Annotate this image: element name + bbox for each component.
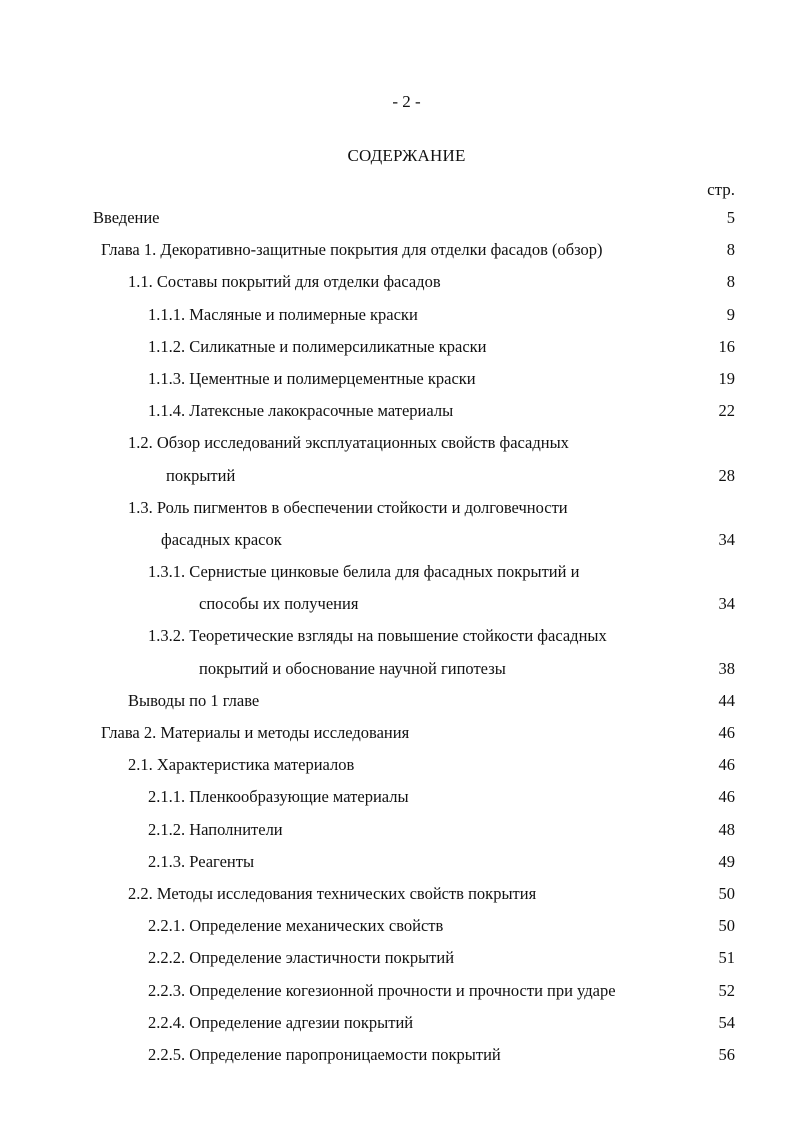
toc-entry — [0, 912, 793, 944]
toc-entry-page: 46 — [718, 723, 735, 742]
toc-entry-text: 2.2.2. Определение эластичности покрытий — [148, 948, 455, 968]
toc-entry-text: 2.1.3. Реагенты — [148, 851, 255, 871]
page-column-label: стр. — [707, 180, 735, 199]
toc-entry-text: покрытий — [166, 465, 236, 485]
toc-entry-text: Введение — [93, 208, 160, 227]
toc-entry — [0, 1009, 793, 1041]
toc-entry-page: 50 — [718, 916, 735, 936]
toc-entry-text: 2.2.5. Определение паропроницаемости покрытий — [148, 1044, 501, 1064]
toc-entry-text: 2.1. Характеристика материалов — [128, 755, 355, 775]
toc-entry-page: 16 — [718, 336, 735, 356]
toc-entry-text: 1.2. Обзор исследований эксплуатационных свойств фасадных — [128, 433, 569, 453]
page-title: СОДЕРЖАНИЕ — [347, 146, 466, 165]
toc-entry — [0, 236, 793, 268]
table-of-contents — [0, 204, 793, 1073]
toc-entry — [0, 397, 793, 429]
toc-entry-page: 34 — [718, 529, 735, 549]
toc-entry-page: 5 — [726, 208, 735, 227]
toc-entry-text: Выводы по 1 главе — [128, 690, 260, 710]
toc-entry-page: 49 — [718, 851, 735, 871]
toc-entry-page: 22 — [718, 401, 735, 421]
toc-entry — [0, 333, 793, 365]
toc-entry — [0, 462, 793, 494]
toc-entry-text: 2.1.2. Наполнители — [148, 819, 283, 839]
toc-entry-page: 9 — [726, 304, 735, 324]
toc-entry-text: 1.3.1. Сернистые цинковые белила для фасадных покрытий и — [148, 562, 580, 582]
toc-entry-text: 2.1.1. Пленкообразующие материалы — [148, 787, 409, 807]
toc-entry-page: 19 — [718, 368, 735, 388]
toc-entry — [0, 526, 793, 558]
toc-entry — [0, 848, 793, 880]
toc-entry-text: 1.1.3. Цементные и полимерцементные краски — [148, 368, 476, 388]
toc-entry — [0, 301, 793, 333]
toc-entry — [0, 880, 793, 912]
toc-entry-text: 1.3.2. Теоретические взгляды на повышение стойкости фасадных — [148, 626, 607, 646]
toc-entry-text: способы их получения — [199, 594, 359, 614]
toc-entry — [0, 944, 793, 976]
toc-entry — [0, 719, 793, 751]
toc-entry-text: Глава 2. Материалы и методы исследования — [101, 723, 410, 742]
toc-entry-text: Глава 1. Декоративно-защитные покрытия для отделки фасадов (обзор) — [101, 240, 603, 260]
toc-entry — [0, 429, 793, 461]
toc-entry-page: 51 — [718, 948, 735, 968]
toc-entry-page: 50 — [718, 883, 735, 903]
toc-entry — [0, 558, 793, 590]
toc-entry-text: 2.2.3. Определение когезионной прочности и прочности при ударе — [148, 980, 616, 1000]
page-number: - 2 - — [392, 92, 421, 111]
toc-entry — [0, 268, 793, 300]
toc-entry — [0, 783, 793, 815]
toc-entry — [0, 655, 793, 687]
toc-entry-text: 1.3. Роль пигментов в обеспечении стойкости и долговечности — [128, 497, 568, 517]
toc-entry-page: 38 — [718, 658, 735, 678]
toc-entry — [0, 365, 793, 397]
toc-entry-page: 28 — [718, 465, 735, 485]
toc-entry-text: 2.2. Методы исследования технических свойств покрытия — [128, 883, 537, 903]
toc-entry-text: фасадных красок — [161, 529, 282, 549]
toc-entry — [0, 590, 793, 622]
toc-entry-text: 1.1.4. Латексные лакокрасочные материалы — [148, 401, 454, 421]
toc-entry-page: 48 — [718, 819, 735, 839]
toc-entry — [0, 687, 793, 719]
toc-entry — [0, 751, 793, 783]
toc-entry — [0, 494, 793, 526]
toc-entry — [0, 622, 793, 654]
toc-entry-page: 54 — [718, 1012, 735, 1032]
toc-entry-text: 1.1.2. Силикатные и полимерсиликатные краски — [148, 336, 487, 356]
toc-entry-page: 56 — [718, 1044, 735, 1064]
toc-entry-page: 46 — [718, 755, 735, 775]
toc-entry-page: 8 — [726, 240, 735, 260]
toc-entry-page: 44 — [718, 690, 735, 710]
toc-entry — [0, 1041, 793, 1073]
toc-entry-text: 2.2.4. Определение адгезии покрытий — [148, 1012, 414, 1032]
toc-entry-page: 46 — [718, 787, 735, 807]
toc-entry-text: 2.2.1. Определение механических свойств — [148, 916, 444, 936]
toc-entry-page: 34 — [718, 594, 735, 614]
toc-entry — [0, 816, 793, 848]
toc-entry-text: 1.1.1. Масляные и полимерные краски — [148, 304, 418, 324]
toc-entry-text: 1.1. Составы покрытий для отделки фасадов — [128, 272, 441, 292]
toc-entry-page: 52 — [718, 980, 735, 1000]
toc-entry-page: 8 — [726, 272, 735, 292]
toc-entry-text: покрытий и обоснование научной гипотезы — [199, 658, 506, 678]
toc-entry — [0, 977, 793, 1009]
toc-entry — [0, 204, 793, 236]
